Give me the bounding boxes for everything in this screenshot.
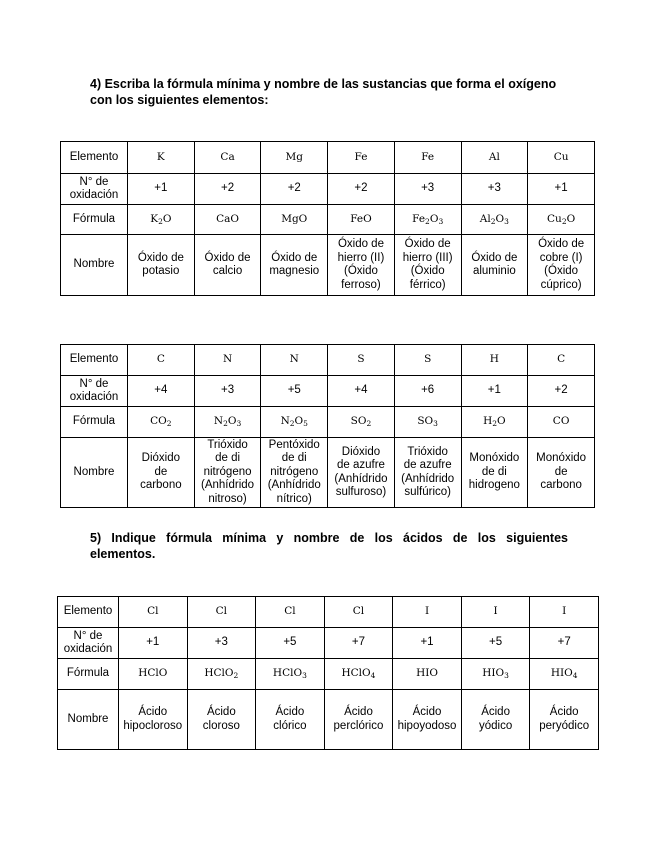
formula-part: CaO	[216, 212, 239, 225]
name-line: sulfuroso)	[335, 486, 387, 498]
element-cell: Fe	[394, 142, 461, 174]
row-label-elemento: Elemento	[61, 345, 128, 376]
oxidation-cell: +5	[461, 628, 530, 659]
question-4-heading	[90, 76, 570, 108]
name-line: (Óxido	[544, 265, 579, 277]
formula-subscript: 2	[233, 671, 239, 681]
name-cell	[328, 438, 395, 508]
name-line: Ácido	[549, 706, 579, 718]
formula-cell	[394, 407, 461, 438]
formula-cell	[461, 205, 528, 235]
question-5-line-1: 5) Indique fórmula mínima y nombre de los ácidos de los siguientes	[90, 531, 568, 545]
formula-cell	[528, 205, 595, 235]
element-cell: Cl	[324, 597, 393, 628]
formula-subscript: 3	[302, 671, 307, 681]
label-line: N° de	[79, 175, 109, 188]
name-line: Óxido de	[404, 238, 451, 250]
name-line: hierro (III)	[402, 251, 453, 264]
oxidation-cell: +7	[530, 628, 599, 659]
name-cell	[394, 235, 461, 296]
formula-part: H	[483, 415, 493, 428]
row-label-elemento: Elemento	[58, 597, 119, 628]
name-line: nitrógeno	[203, 465, 252, 478]
name-line: de	[154, 465, 168, 478]
name-cell	[328, 235, 395, 296]
name-line: Óxido de	[204, 251, 251, 264]
element-cell: N	[261, 345, 328, 376]
name-line: cúprico)	[540, 278, 582, 291]
question-5-heading	[90, 530, 568, 562]
oxidation-cell: +5	[261, 376, 328, 407]
name-line: perclórico	[333, 719, 384, 732]
name-line: nítrico)	[276, 492, 312, 505]
element-cell: Mg	[261, 142, 328, 174]
name-cell	[261, 235, 328, 296]
formula-subscript: 3	[236, 419, 242, 429]
element-cell: K	[128, 142, 195, 174]
formula-part: HIO	[416, 667, 438, 680]
table-row-formula	[61, 407, 595, 438]
formula-part: CO	[552, 415, 570, 428]
formula-subscript: 3	[504, 671, 509, 681]
oxidation-cell: +1	[128, 174, 195, 205]
formula-subscript: 5	[303, 419, 308, 429]
formula-cell	[461, 659, 530, 690]
name-cell	[119, 690, 188, 750]
table-row-elemento	[58, 597, 599, 628]
name-line: hidrogeno	[468, 479, 520, 492]
oxidation-cell: +3	[194, 376, 261, 407]
name-cell	[528, 235, 595, 296]
name-line: de azufre	[403, 459, 452, 471]
name-line: clórico	[273, 719, 307, 732]
formula-subscript: 2	[492, 419, 498, 429]
formula-subscript: 2	[490, 216, 496, 226]
formula-subscript: 2	[223, 419, 228, 429]
row-label-oxidacion	[61, 376, 128, 407]
table-row-oxidacion	[61, 174, 595, 205]
name-line: Ácido	[275, 706, 305, 718]
name-line: de azufre	[336, 459, 385, 471]
name-line: cloroso	[202, 719, 240, 732]
row-label-nombre: Nombre	[61, 438, 128, 508]
name-cell	[461, 235, 528, 296]
formula-part: O	[162, 212, 172, 225]
oxidation-cell: +3	[187, 628, 256, 659]
formula-subscript: 4	[572, 671, 578, 681]
oxidation-cell: +2	[528, 376, 595, 407]
formula-cell	[324, 659, 393, 690]
name-line: (Anhídrido	[267, 479, 321, 492]
element-cell: S	[394, 345, 461, 376]
formula-part: SO	[350, 415, 367, 428]
oxides-table-2	[60, 344, 595, 508]
name-line: hipoyodoso	[397, 719, 457, 732]
name-line: Ácido	[138, 706, 168, 718]
formula-part: SO	[417, 415, 434, 428]
oxidation-cell: +3	[461, 174, 528, 205]
name-line: Dióxido	[341, 445, 381, 458]
name-line: Ácido	[412, 706, 442, 718]
name-cell	[128, 438, 195, 508]
row-label-formula: Fórmula	[61, 205, 128, 235]
formula-cell	[328, 407, 395, 438]
name-line: (Anhídrido	[201, 479, 255, 492]
name-line: carbono	[540, 479, 582, 492]
formula-cell	[530, 659, 599, 690]
formula-subscript: 3	[504, 216, 509, 226]
question-5-line-2: elementos.	[90, 547, 156, 561]
formula-cell	[128, 407, 195, 438]
table-row-formula	[61, 205, 595, 235]
formula-part: N	[213, 415, 224, 428]
oxidation-cell: +4	[328, 376, 395, 407]
table-row-formula	[58, 659, 599, 690]
formula-cell	[187, 659, 256, 690]
name-line: (Óxido	[410, 265, 445, 277]
name-cell	[393, 690, 462, 750]
name-line: de di	[481, 465, 507, 478]
formula-part: HClO	[204, 667, 234, 680]
name-cell	[128, 235, 195, 296]
formula-part: Al	[479, 212, 491, 225]
formula-part: HClO	[272, 667, 303, 680]
name-cell	[194, 438, 261, 508]
name-line: Óxido de	[538, 238, 585, 250]
name-cell	[461, 438, 528, 508]
name-line: hipocloroso	[123, 719, 183, 732]
name-line: Trióxido	[407, 445, 448, 458]
element-cell: I	[393, 597, 462, 628]
name-line: potasio	[142, 265, 180, 277]
name-line: Trióxido	[207, 438, 248, 451]
table-row-nombre	[61, 235, 595, 296]
row-label-oxidacion	[61, 174, 128, 205]
formula-cell	[393, 659, 462, 690]
element-cell: Ca	[194, 142, 261, 174]
formula-part: HClO	[341, 667, 371, 680]
formula-part: O	[497, 415, 506, 428]
element-cell: I	[530, 597, 599, 628]
name-line: Óxido de	[337, 238, 384, 250]
name-line: (Anhídrido	[401, 472, 455, 485]
formula-part: Cu	[547, 212, 562, 225]
element-cell: C	[128, 345, 195, 376]
formula-cell	[261, 407, 328, 438]
table-row-oxidacion	[61, 376, 595, 407]
name-cell	[461, 690, 530, 750]
table-row-nombre	[61, 438, 595, 508]
table-row-nombre	[58, 690, 599, 750]
formula-part: O	[566, 212, 576, 225]
label-line: oxidación	[69, 391, 119, 403]
name-cell	[528, 438, 595, 508]
name-line: peryódico	[539, 719, 590, 732]
element-cell: Al	[461, 142, 528, 174]
name-cell	[530, 690, 599, 750]
name-line: carbono	[140, 479, 182, 492]
name-line: sulfúrico)	[404, 486, 451, 498]
name-line: de di	[281, 452, 307, 465]
formula-part: HIO	[482, 667, 505, 680]
formula-subscript: 3	[433, 419, 438, 429]
name-cell	[256, 690, 325, 750]
formula-part: O	[227, 415, 237, 428]
name-line: magnesio	[269, 265, 320, 277]
oxidation-cell: +5	[256, 628, 325, 659]
row-label-formula: Fórmula	[58, 659, 119, 690]
acids-table	[57, 596, 599, 750]
name-cell	[394, 438, 461, 508]
name-line: de di	[215, 452, 241, 465]
label-line: oxidación	[63, 643, 113, 655]
name-line: férrico)	[409, 278, 446, 291]
row-label-nombre: Nombre	[58, 690, 119, 750]
table-row-oxidacion	[58, 628, 599, 659]
table-row-elemento	[61, 142, 595, 174]
element-cell: I	[461, 597, 530, 628]
formula-subscript: 2	[425, 216, 430, 226]
oxidation-cell: +2	[194, 174, 261, 205]
name-cell	[187, 690, 256, 750]
oxidation-cell: +4	[128, 376, 195, 407]
formula-cell	[461, 407, 528, 438]
name-line: calcio	[212, 265, 243, 277]
oxidation-cell: +1	[393, 628, 462, 659]
formula-subscript: 2	[561, 216, 567, 226]
formula-cell	[328, 205, 395, 235]
formula-cell	[128, 205, 195, 235]
formula-subscript: 2	[166, 419, 172, 429]
element-cell: Cl	[256, 597, 325, 628]
formula-subscript: 2	[366, 419, 372, 429]
name-line: Ácido	[206, 706, 236, 718]
formula-part: HIO	[550, 667, 573, 680]
name-line: Óxido de	[471, 251, 518, 264]
formula-part: MgO	[281, 212, 308, 225]
element-cell: H	[461, 345, 528, 376]
row-label-oxidacion	[58, 628, 119, 659]
formula-cell	[261, 205, 328, 235]
formula-cell	[256, 659, 325, 690]
formula-part: HClO	[138, 667, 168, 680]
name-line: Pentóxido	[268, 438, 320, 451]
formula-cell	[194, 205, 261, 235]
element-cell: Fe	[328, 142, 395, 174]
label-line: N° de	[73, 629, 103, 642]
formula-part: Fe	[412, 212, 426, 225]
label-line: oxidación	[69, 189, 119, 201]
formula-subscript: 4	[370, 671, 376, 681]
formula-part: FeO	[350, 212, 372, 225]
name-line: nitrógeno	[270, 465, 319, 478]
name-line: aluminio	[472, 265, 516, 277]
formula-part: N	[280, 415, 290, 428]
row-label-formula: Fórmula	[61, 407, 128, 438]
formula-part: O	[495, 212, 505, 225]
formula-subscript: 2	[289, 419, 295, 429]
name-line: de	[554, 465, 568, 478]
oxidation-cell: +1	[119, 628, 188, 659]
question-4-line-1: 4) Escriba la fórmula mínima y nombre de las sustancias que forma el oxígeno	[90, 77, 557, 91]
oxidation-cell: +2	[328, 174, 395, 205]
oxidation-cell: +2	[261, 174, 328, 205]
name-line: Óxido de	[271, 251, 318, 264]
element-cell: N	[194, 345, 261, 376]
table-row-elemento	[61, 345, 595, 376]
label-line: N° de	[79, 377, 109, 390]
row-label-nombre: Nombre	[61, 235, 128, 296]
name-line: nitroso)	[208, 492, 247, 505]
oxidation-cell: +1	[461, 376, 528, 407]
name-cell	[194, 235, 261, 296]
element-cell: Cl	[119, 597, 188, 628]
name-line: Ácido	[481, 706, 510, 718]
oxidation-cell: +6	[394, 376, 461, 407]
name-line: Monóxido	[536, 452, 587, 465]
element-cell: Cl	[187, 597, 256, 628]
name-line: Ácido	[344, 706, 373, 718]
name-line: (Óxido	[344, 265, 378, 277]
name-line: yódico	[478, 719, 513, 732]
name-cell	[261, 438, 328, 508]
name-line: cobre (I)	[539, 251, 583, 264]
oxidation-cell: +1	[528, 174, 595, 205]
formula-part: O	[294, 415, 304, 428]
formula-part: CO	[150, 415, 167, 428]
name-line: Monóxido	[469, 452, 520, 465]
formula-subscript: 3	[438, 216, 444, 226]
formula-cell	[119, 659, 188, 690]
name-line: hierro (II)	[337, 251, 385, 264]
formula-part: O	[429, 212, 439, 225]
question-4-line-2: con los siguientes elementos:	[90, 93, 269, 107]
element-cell: C	[528, 345, 595, 376]
formula-subscript: 2	[158, 216, 163, 226]
element-cell: Cu	[528, 142, 595, 174]
name-line: Dióxido	[141, 452, 181, 465]
name-line: ferroso)	[341, 278, 381, 291]
formula-cell	[528, 407, 595, 438]
formula-cell	[194, 407, 261, 438]
name-line: (Anhídrido	[334, 472, 388, 485]
oxidation-cell: +3	[394, 174, 461, 205]
row-label-elemento: Elemento	[61, 142, 128, 174]
oxidation-cell: +7	[324, 628, 393, 659]
formula-part: K	[150, 212, 159, 225]
formula-cell	[394, 205, 461, 235]
oxides-table-1	[60, 141, 595, 296]
element-cell: S	[328, 345, 395, 376]
name-line: Óxido de	[137, 251, 184, 264]
name-cell	[324, 690, 393, 750]
